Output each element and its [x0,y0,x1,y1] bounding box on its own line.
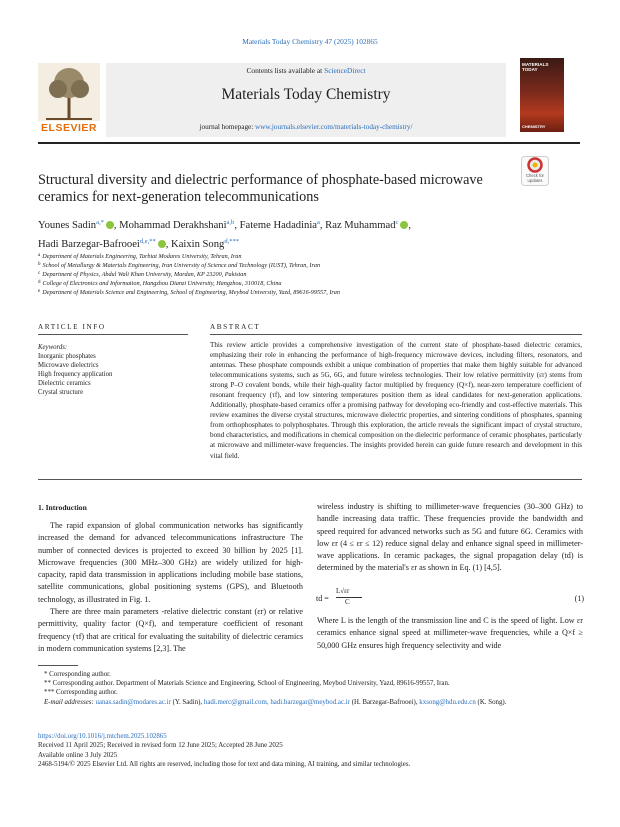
author-name[interactable]: Mohammad Derakhshani [119,220,227,231]
publication-info [38,732,583,770]
homepage-link[interactable]: www.journals.elsevier.com/materials-today-chemistry/ [255,123,413,131]
author-sup[interactable]: d,*** [224,238,239,245]
footnotes [38,670,583,707]
footnote-line: ** Corresponding author. Department of Materials Science and Engineering, School of Engineering, Meybod University, Yazd, 89616-99557, Iran. [44,680,450,688]
left-column [38,520,303,655]
affiliation [38,261,578,270]
author-sup[interactable]: d,e,** [139,238,156,245]
email-link[interactable]: uanas.sadin@modares.ac.ir [95,698,171,706]
email-link[interactable]: kxsong@hdu.edu.cn [419,698,476,706]
equation-numerator: L√εr [336,587,350,595]
affiliation-sup: b [38,262,41,267]
author-sup[interactable]: a,* [96,219,104,226]
check-for-updates-label [517,173,553,183]
check-line-1: Check for [526,173,544,178]
contents-prefix: Contents lists available at [246,66,323,75]
homepage-line [106,123,506,131]
header-divider [38,142,580,144]
sciencedirect-link[interactable]: ScienceDirect [324,66,366,75]
equation-denominator: C [345,598,350,606]
author-sup[interactable]: a [316,219,320,226]
email-link[interactable]: hadi.merc@gmail.com, [203,698,269,706]
article-title: Structural diversity and dielectric performance of phosphate-based microwave ceramics for next-generation telecommunications [38,172,483,205]
affiliation-sup: d [38,280,41,285]
affiliation [38,270,578,279]
keywords-label: Keywords: [38,344,68,351]
orcid-icon[interactable] [158,240,166,248]
affiliation-text: College of Electronics and Information, Hangzhou Dianzi University, Hangzhou, 310018, China [42,280,282,287]
body-paragraph: Where L is the length of the transmission line and C is the speed of light. Low εr ceramics enhance signal speed at millimeter-wave frequencies, while a Q×f ≥ 50,000 GHz ensures high frequency selectivity and wide [317,616,583,650]
author-sup[interactable]: a,b [226,219,235,226]
equation-label: (1) [574,594,584,603]
abstract-bottom-divider [38,479,582,480]
article-info-heading: ARTICLE INFO [38,323,106,331]
cover-title: MATERIALS TODAY [522,62,549,72]
available-online: Available online 3 July 2025 [38,751,118,759]
email-owner: (K. Song). [477,698,507,706]
author-list: Younes Sadin$^{a,*}$ , Mohammad Derakhshani$^{a,b}$, Fateme Hadadinia$^a$, Raz Muhammad$^c$ , Hadi Barzegar-Bafrooei$^{d,e,**}$ , Kaixin Song$^{d,***}$ [38,219,412,250]
affiliation-text: School of Metallurgy & Materials Engineering, Iran University of Science and Technology (IUST), Tehran, Iran [42,262,321,269]
keyword-item: High frequency application [38,371,113,378]
abstract-divider [210,334,582,335]
abstract-text: This review article provides a comprehensive investigation of the current state of phosphate-based dielectric ceramics, emphasizing their role in enhancing the performance of high-frequency microwave devices, including filters, resonators, and antennas. These phosphate compounds exhibit a unique combination of properties that make them highly suitable for advanced telecommunications systems, such as 5G, 6G, and future wireless technologies. Their low relative permittivity (εr) stems from strong P–O covalent bonds, while their high-quality factor multiplied by frequency (Q×f), near-zero temperature coefficient of resonant frequency (τf), and low sintering temperatures position them as ideal candidates for next-generation applications. Additionally, phosphate-based ceramics offer a promising pathway for developing eco-friendly and cost-effective materials. This review examines the diverse crystal structures, microwave dielectric properties, and sintering conditions of phosphates, spanning from orthophosphates to polyphosphates. Through this exploration, the article reveals the significant impact of crystal structure, bond characteristics, and modifications in chemical composition on the dielectric performance of ceramic phosphates, particularly at microwave and millimeter-wave frequencies. The insights provided herein can guide future research and development in this vital field. [210,341,582,460]
affiliation-sup: a [38,253,41,258]
keyword-item: Dielectric ceramics [38,380,91,387]
affiliation-sup: c [38,271,41,276]
check-line-2: updates [527,178,543,183]
journal-name: Materials Today Chemistry [221,86,391,103]
footnote-divider [38,665,78,666]
right-column-top [317,501,583,575]
affiliation-text: Department of Physics, Abdul Wali Khan University, Mardan, KP 23200, Pakistan [42,271,247,278]
right-column-bottom [317,615,583,652]
equation-lhs: td = [316,594,329,603]
orcid-icon[interactable] [106,221,114,229]
email-line [38,698,583,707]
email-label: E-mail addresses: [44,698,94,706]
email-owner: (Y. Sadin), [172,698,203,706]
body-paragraph: There are three main parameters -relative dielectric constant (εr) or relative permittivity, quality factor (Q×f), and temperature coefficient of resonant frequency (τf) that are critical for evaluating the suitability of dielectric ceramics in modern communication systems [2,3]. The [38,607,303,653]
author-name[interactable]: Raz Muhammad [325,220,396,231]
keyword-item: Microwave dielectrics [38,362,99,369]
citation-header[interactable]: Materials Today Chemistry 47 (2025) 102865 [242,37,378,46]
article-info-divider [38,334,188,335]
email-owner: (H. Barzegar-Bafrooei), [351,698,418,706]
footnote-line: * Corresponding author. [44,671,111,678]
author-sup[interactable]: c [395,219,399,226]
equation-1 [316,588,584,610]
affiliation-text: Department of Materials Science and Engineering, School of Engineering, Meybod University, Yazd, 89616-99557, Iran [42,289,340,296]
body-paragraph: The rapid expansion of global communication networks has significantly increased the demand for advanced telecommunications infrastructure The number of connected devices is projected to exceed 30 billion by 2025 [1]. Microwave frequencies (300 MHz–300 GHz) are widely utilized for high-capacity, rapid data transmission in applications including mobile base stations, satellite communications, global positioning systems (GPS), and Bluetooth technology, as illustrated in Fig. 1. [38,521,303,604]
keywords-block [38,343,188,397]
cover-bottom-label: CHEMISTRY [522,124,546,129]
author-name[interactable]: Fateme Hadadinia [239,220,317,231]
section-heading: 1. Introduction [38,503,87,512]
affiliation [38,279,578,288]
doi-link[interactable]: https://doi.org/10.1016/j.mtchem.2025.102865 [38,733,167,740]
author-name[interactable]: Kaixin Song [171,239,225,250]
orcid-icon[interactable] [400,221,408,229]
email-link[interactable]: hadi.barzegar@meybod.ac.ir [270,698,350,706]
affiliation-text: Department of Materials Engineering, Tarbiat Modares University, Tehran, Iran [42,253,242,260]
keyword-item: Inorganic phosphates [38,353,96,360]
homepage-prefix: journal homepage: [199,123,254,131]
copyright: 2468-5194/© 2025 Elsevier Ltd. All rights are reserved, including those for text and data mining, AI training, and similar technologies. [38,761,411,769]
footnote-line: *** Corresponding author. [44,689,118,697]
contents-line [106,66,506,75]
author-name[interactable]: Younes Sadin [38,220,97,231]
publisher-logo-text: ELSEVIER [41,122,97,134]
abstract-heading: ABSTRACT [210,323,261,331]
affiliation [38,252,578,261]
body-paragraph: wireless industry is shifting to millimeter-wave frequencies (30–300 GHz) to handle increasing data traffic. These frequencies provide the bandwidth and speed required for advanced networks such as 5G and future 6G. Ceramics with low εr (4 ≤ εr ≤ 12) reduce signal delay and enhance signal speed in millimeter-wave applications. In ceramic packages, the signal propagation delay (td) is determined by the material's εr as shown in Eq. (1) [4,5]. [317,502,583,573]
keyword-item: Crystal structure [38,389,84,396]
affiliation [38,288,578,297]
author-name[interactable]: Hadi Barzegar-Bafrooei [38,239,140,250]
received-dates: Received 11 April 2025; Received in revised form 12 June 2025; Accepted 28 June 2025 [38,742,283,750]
affiliation-sup: e [38,289,41,294]
